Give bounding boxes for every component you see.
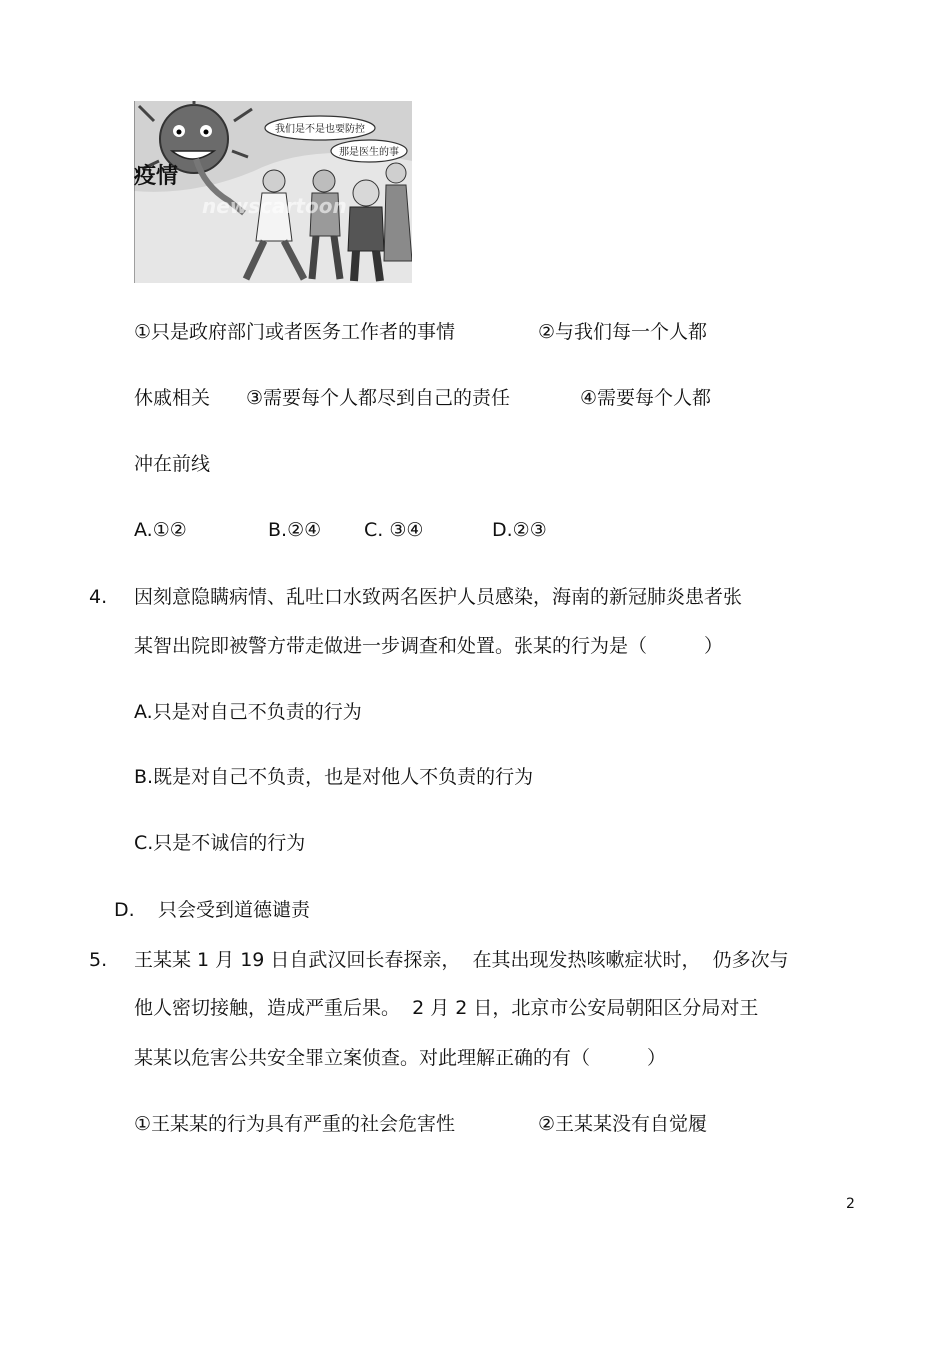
- q5-option-1: ①王某某的行为具有严重的社会危害性: [134, 1113, 456, 1135]
- watermark-text: newscartoon: [202, 194, 347, 218]
- cartoon-drawing: [134, 101, 412, 283]
- q3-choice-a: A.①②: [134, 519, 187, 541]
- q3-option-1: ①只是政府部门或者医务工作者的事情: [134, 321, 456, 343]
- q3-option-4: ④需要每个人都: [580, 387, 712, 409]
- q3-option-4-cont: 冲在前线: [134, 453, 211, 475]
- q3-choice-b: B.②④: [268, 519, 322, 541]
- q3-option-2: ②与我们每一个人都: [538, 321, 708, 343]
- q4-option-a: A.只是对自己不负责的行为: [134, 701, 362, 723]
- q3-choice-c: C. ③④: [364, 519, 424, 541]
- q4-option-d: 只会受到道德谴责: [158, 899, 311, 921]
- speech-bubble-1-text: 我们是不是也要防控: [275, 124, 365, 135]
- q3-option-3: ③需要每个人都尽到自己的责任: [246, 387, 511, 409]
- q5-stem-line1: 王某某 1 月 19 日自武汉回长春探亲， 在其出现发热咳嗽症状时， 仍多次与: [134, 949, 789, 971]
- q5-option-2: ②王某某没有自觉履: [538, 1113, 708, 1135]
- q4-stem-line1: 因刻意隐瞒病情、乱吐口水致两名医护人员感染，海南的新冠肺炎患者张: [134, 586, 743, 608]
- q4-option-b: B.既是对自己不负责，也是对他人不负责的行为: [134, 766, 534, 788]
- q5-number: 5.: [89, 949, 108, 971]
- q5-stem-line2: 他人密切接触，造成严重后果。 2 月 2 日，北京市公安局朝阳区分局对王: [134, 997, 759, 1019]
- cartoon-illustration: [134, 101, 412, 283]
- q4-option-c: C.只是不诚信的行为: [134, 832, 306, 854]
- q5-stem-line3: 某某以危害公共安全罪立案侦查。对此理解正确的有（ ）: [134, 1047, 667, 1069]
- q3-option-2-cont: 休戚相关: [134, 387, 211, 409]
- q3-choice-d: D.②③: [492, 519, 547, 541]
- page-number: 2: [846, 1196, 855, 1212]
- q4-stem-line2: 某智出院即被警方带走做进一步调查和处置。张某的行为是（ ）: [134, 635, 724, 657]
- q4-number: 4.: [89, 586, 108, 608]
- speech-bubble-2-text: 那是医生的事: [339, 147, 399, 158]
- virus-label: 疫情: [134, 164, 179, 189]
- q4-option-d-letter: D.: [114, 899, 135, 921]
